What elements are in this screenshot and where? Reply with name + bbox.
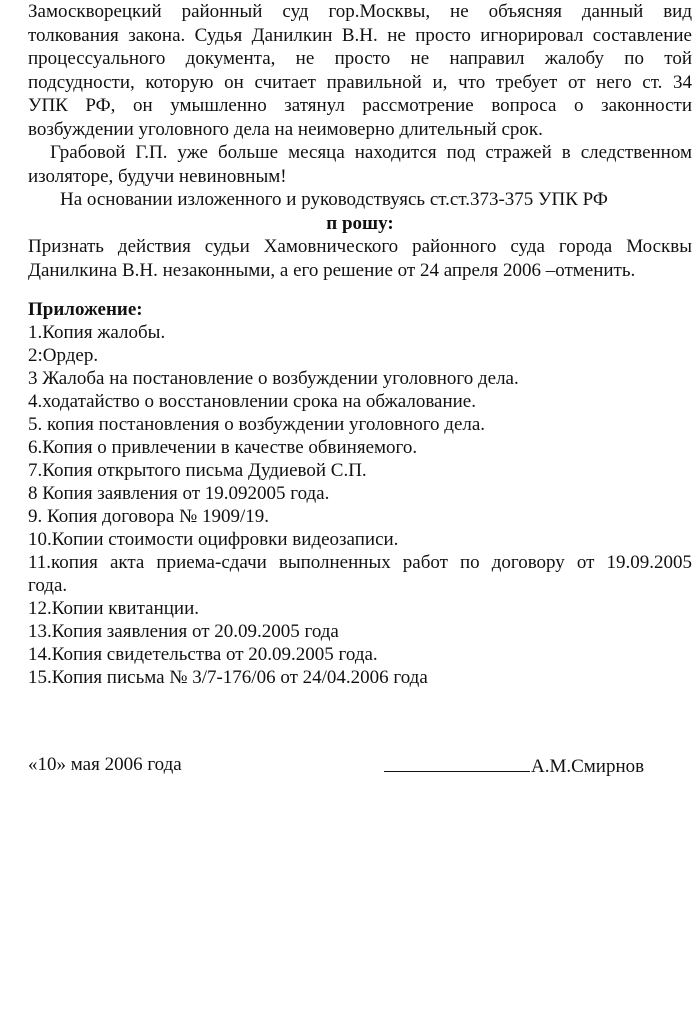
list-item: 12.Копии квитанции. bbox=[28, 598, 199, 619]
text-line: Грабовой Г.П. уже больше месяца находится под стражей в следственном bbox=[50, 142, 692, 163]
list-item: 11.копия акта приема-сдачи выполненных работ по договору от 19.09.2005 bbox=[28, 552, 692, 573]
list-item: 9. Копия договора № 1909/19. bbox=[28, 506, 269, 527]
text-line: Данилкина В.Н. незаконными, а его решение от 24 апреля 2006 –отменить. bbox=[28, 259, 636, 281]
list-item: 14.Копия свидетельства от 20.09.2005 года. bbox=[28, 644, 378, 665]
paragraph-1 bbox=[28, 0, 692, 141]
text-line: Замоскворецкий районный суд гор.Москвы, не объясняя данный вид bbox=[28, 1, 692, 22]
document-date: «10» мая 2006 года bbox=[28, 754, 182, 775]
list-item: 2:Ордер. bbox=[28, 345, 99, 366]
list-item: 5. копия постановления о возбуждении уголовного дела. bbox=[28, 414, 486, 435]
list-item: 8 Копия заявления от 19.092005 года. bbox=[28, 483, 330, 504]
list-item: 1.Копия жалобы. bbox=[28, 322, 166, 343]
list-item: 6.Копия о привлечении в качестве обвиняемого. bbox=[28, 437, 418, 458]
list-item: 15.Копия письма № 3/7-176/06 от 24/04.2006 года bbox=[28, 667, 428, 688]
paragraph-4 bbox=[28, 235, 692, 282]
paragraph-2 bbox=[28, 141, 692, 188]
list-item: 4.ходатайство о восстановлении срока на обжалование. bbox=[28, 391, 476, 412]
text-line: подсудности, которую он считает правильной и, что требует от него ст. 34 bbox=[28, 71, 692, 93]
signature-name: А.М.Смирнов bbox=[531, 756, 645, 777]
text-line: Признать действия судьи Хамовнического районного суда города Москвы bbox=[28, 236, 692, 257]
list-item: 10.Копии стоимости оцифровки видеозаписи. bbox=[28, 529, 399, 550]
document-body bbox=[28, 0, 692, 282]
paragraph-3: На основании изложенного и руководствуясь ст.ст.373-375 УПК РФ bbox=[60, 189, 608, 210]
text-line: изоляторе, будучи невиновным! bbox=[28, 165, 287, 187]
attachments-heading: Приложение: bbox=[28, 299, 143, 320]
text-line: толкования закона. Судья Данилкин В.Н. не просто игнорировал составление bbox=[28, 24, 692, 46]
request-heading: п рошу: bbox=[326, 212, 394, 234]
text-line: возбуждении уголовного дела на неимоверно длительный срок. bbox=[28, 118, 543, 140]
text-line: УПК РФ, он умышленно затянул рассмотрение вопроса о законности bbox=[28, 95, 692, 116]
list-item: 13.Копия заявления от 20.09.2005 года bbox=[28, 621, 339, 642]
text-line: процессуального документа, не просто не направил жалобу по той bbox=[28, 48, 692, 69]
list-item: 3 Жалоба на постановление о возбуждении уголовного дела. bbox=[28, 368, 519, 389]
signature-line bbox=[384, 753, 530, 772]
list-item: года. bbox=[28, 575, 68, 596]
list-item: 7.Копия открытого письма Дудиевой С.П. bbox=[28, 460, 367, 481]
signature-block bbox=[384, 753, 644, 778]
